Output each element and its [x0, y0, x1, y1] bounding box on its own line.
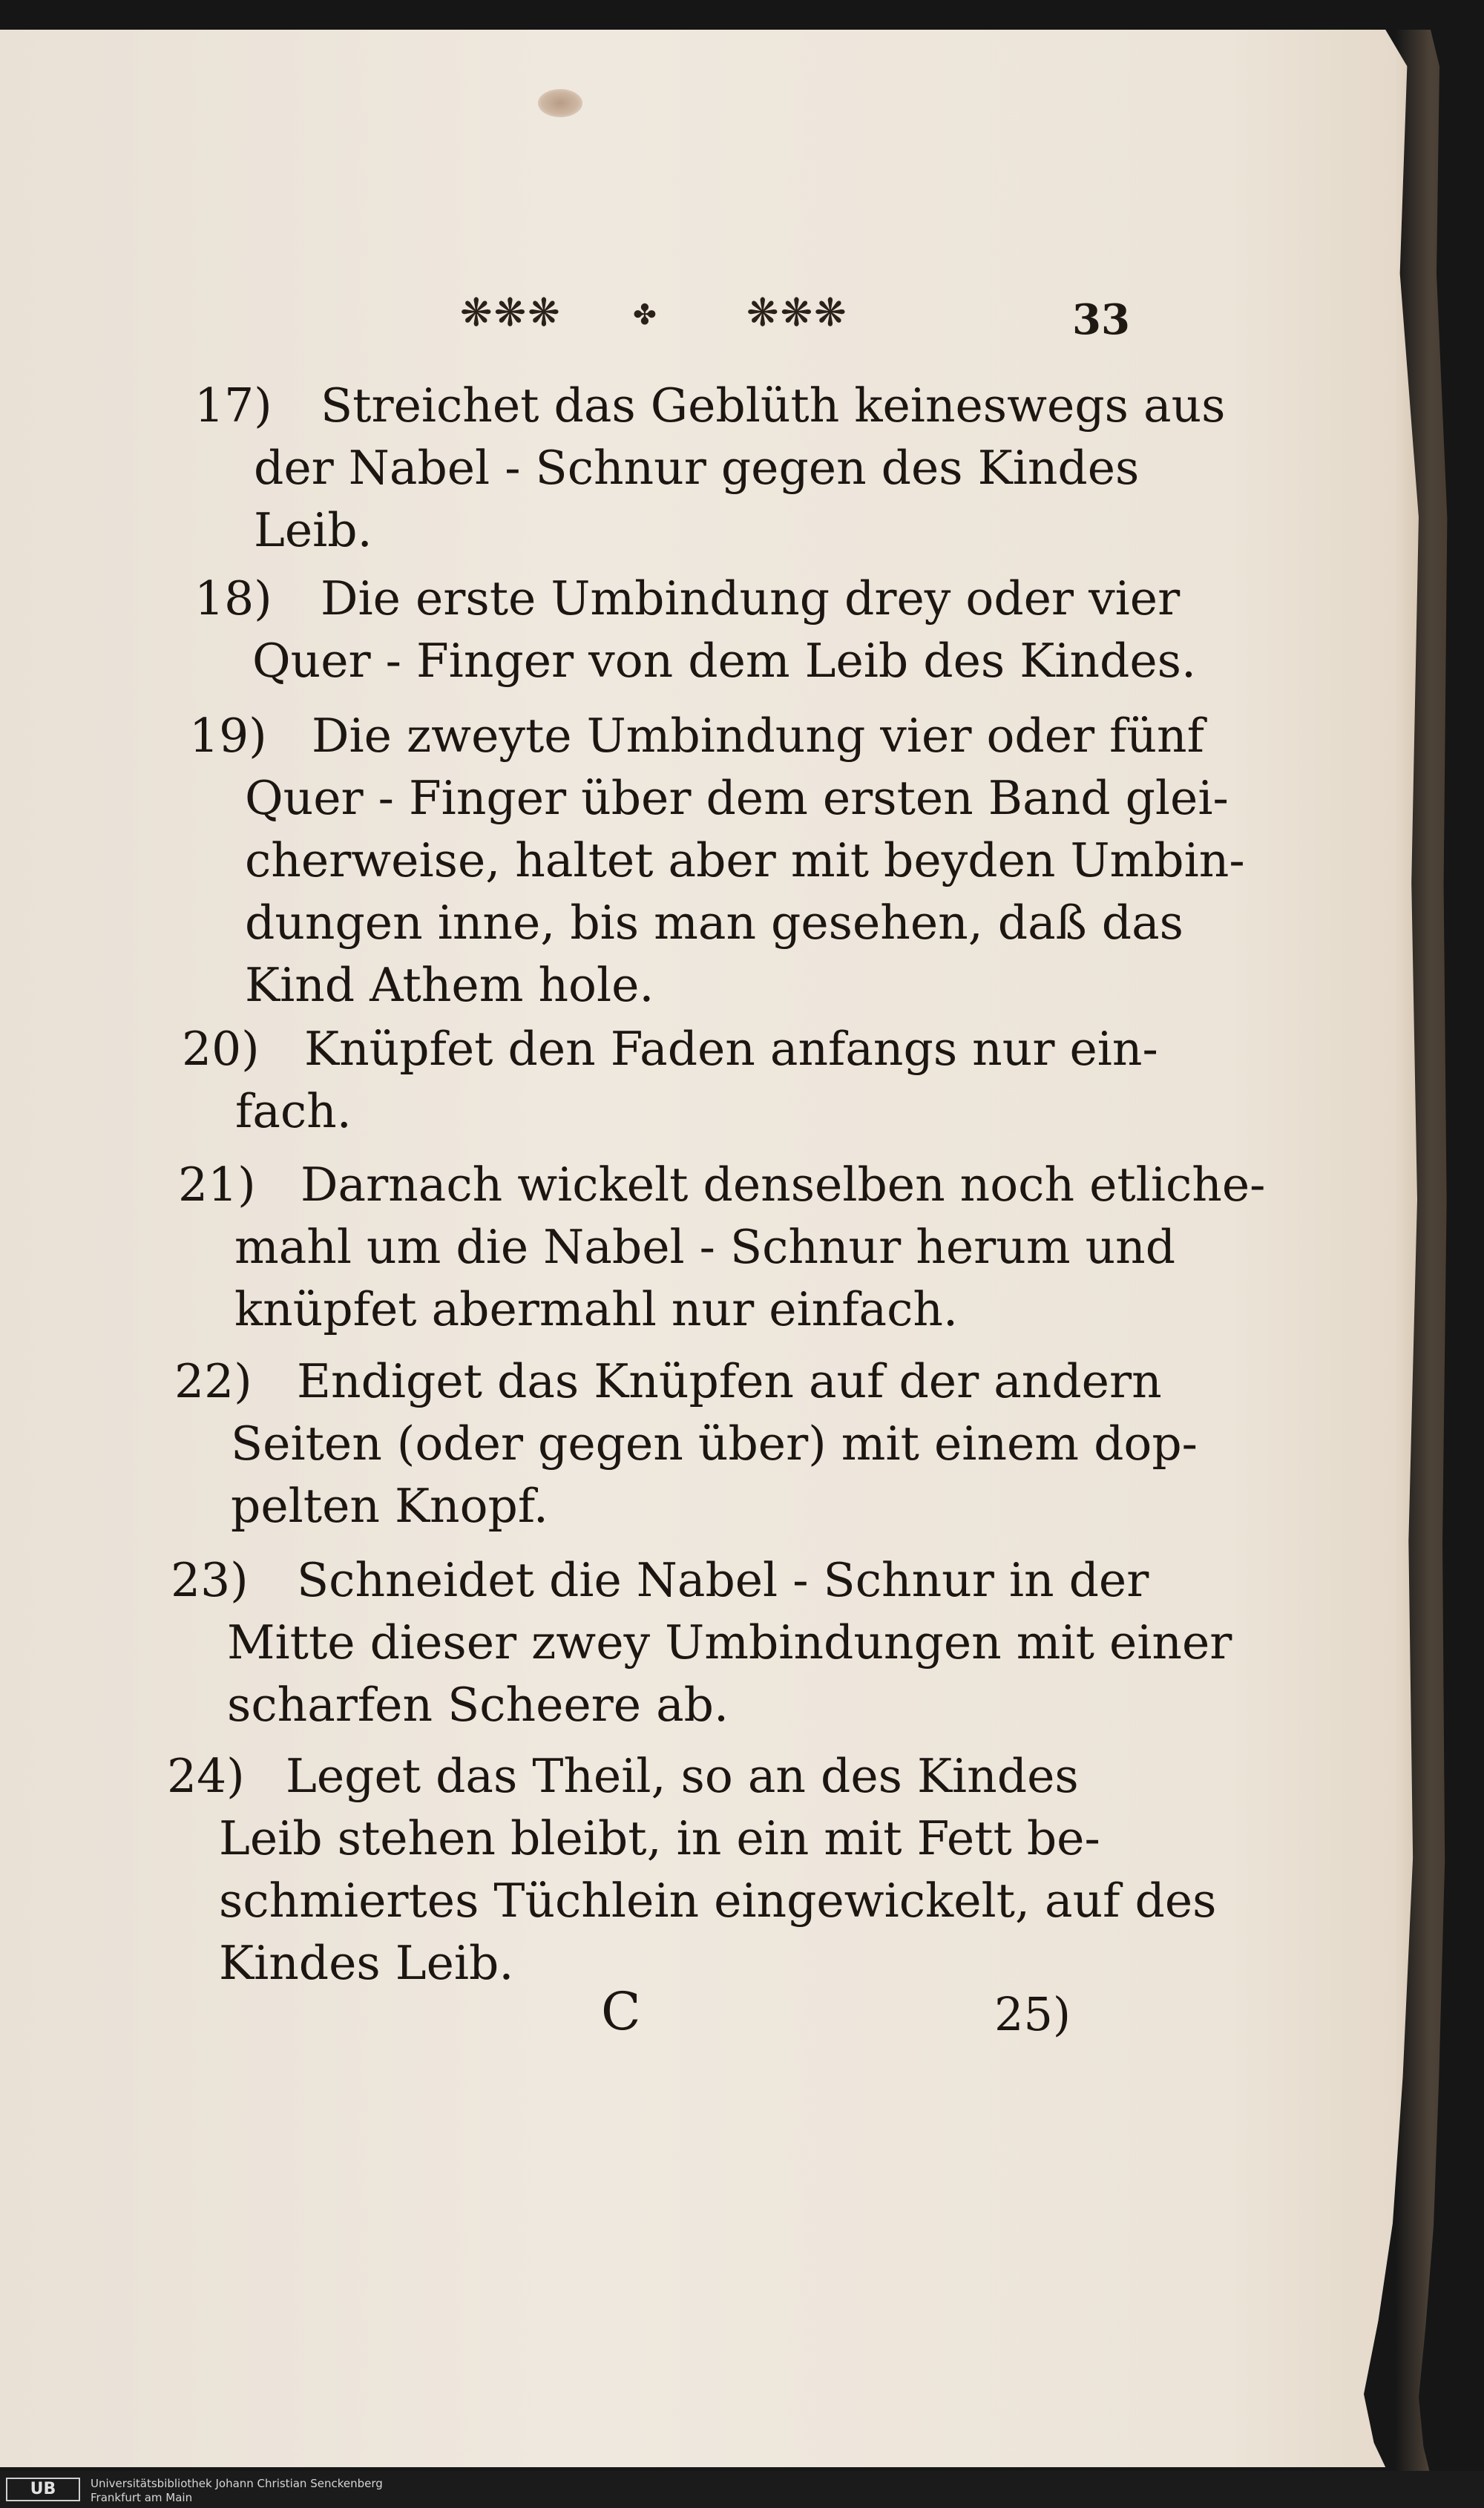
- entry-line: scharfen Scheere ab.: [227, 1678, 729, 1732]
- list-item: [189, 705, 1245, 1017]
- entry-line: schmiertes Tüchlein eingewickelt, auf des: [219, 1874, 1217, 1928]
- list-item: [174, 1350, 1198, 1537]
- signature-mark: C: [601, 1981, 641, 2042]
- entry-line: Kind Athem hole.: [245, 958, 654, 1012]
- ub-logo: UB: [6, 2478, 80, 2501]
- ornament-middle: ✤: [633, 298, 658, 331]
- list-item: [171, 1549, 1232, 1736]
- list-item: [182, 1018, 1158, 1143]
- entry-number: 21): [178, 1158, 256, 1212]
- entry-line: pelten Knopf.: [231, 1479, 548, 1533]
- entry-number: 23): [171, 1553, 249, 1607]
- page-number: 33: [1072, 295, 1130, 344]
- entry-line: Knüpfet den Faden anfangs nur ein-: [304, 1022, 1158, 1076]
- entry-number: 17): [194, 378, 272, 433]
- entry-line: cherweise, haltet aber mit beyden Umbin-: [245, 833, 1245, 887]
- entry-line: Endiget das Knüpfen auf der andern: [297, 1354, 1162, 1408]
- entry-line: Schneidet die Nabel - Schnur in der: [297, 1553, 1149, 1607]
- entry-line: Mitte dieser zwey Umbindungen mit einer: [227, 1615, 1232, 1670]
- entry-line: Darnach wickelt denselben noch etliche-: [301, 1158, 1266, 1212]
- entry-number: 22): [174, 1354, 252, 1408]
- entry-line: mahl um die Nabel - Schnur herum und: [234, 1220, 1176, 1274]
- entry-line: Quer - Finger von dem Leib des Kindes.: [252, 634, 1196, 688]
- list-item: [178, 1154, 1265, 1341]
- entry-line: Die zweyte Umbindung vier oder fünf: [312, 709, 1204, 763]
- entry-line: Leget das Theil, so an des Kindes: [286, 1749, 1079, 1803]
- catchword: 25): [994, 1987, 1071, 2041]
- paper-stain: [538, 89, 582, 117]
- entry-line: fach.: [235, 1084, 352, 1138]
- entry-number: 19): [189, 709, 267, 763]
- institution-city: Frankfurt am Main: [91, 2491, 193, 2504]
- entry-number: 20): [182, 1022, 260, 1076]
- entry-line: Kindes Leib.: [219, 1936, 514, 1990]
- footer-bar: [0, 2471, 1484, 2508]
- entry-line: Streichet das Geblüth keineswegs aus: [321, 378, 1226, 433]
- entry-line: Seiten (oder gegen über) mit einem dop-: [231, 1417, 1198, 1471]
- list-item: [194, 375, 1226, 562]
- list-item: [194, 568, 1196, 692]
- entry-line: knüpfet abermahl nur einfach.: [234, 1282, 958, 1336]
- entry-number: 24): [167, 1749, 245, 1803]
- ornament-left: ❋❋❋: [460, 291, 562, 335]
- institution-name: Universitätsbibliothek Johann Christian Senckenberg: [91, 2477, 383, 2490]
- entry-line: Die erste Umbindung drey oder vier: [321, 571, 1181, 626]
- list-item: [167, 1745, 1216, 1995]
- entry-line: Leib.: [254, 503, 372, 557]
- ornament-right: ❋❋❋: [746, 291, 848, 335]
- entry-number: 18): [194, 571, 272, 626]
- entry-line: Quer - Finger über dem ersten Band glei-: [245, 771, 1229, 825]
- entry-line: Leib stehen bleibt, in ein mit Fett be-: [219, 1811, 1100, 1865]
- entry-line: dungen inne, bis man gesehen, daß das: [245, 896, 1183, 950]
- entry-line: der Nabel - Schnur gegen des Kindes: [254, 441, 1140, 495]
